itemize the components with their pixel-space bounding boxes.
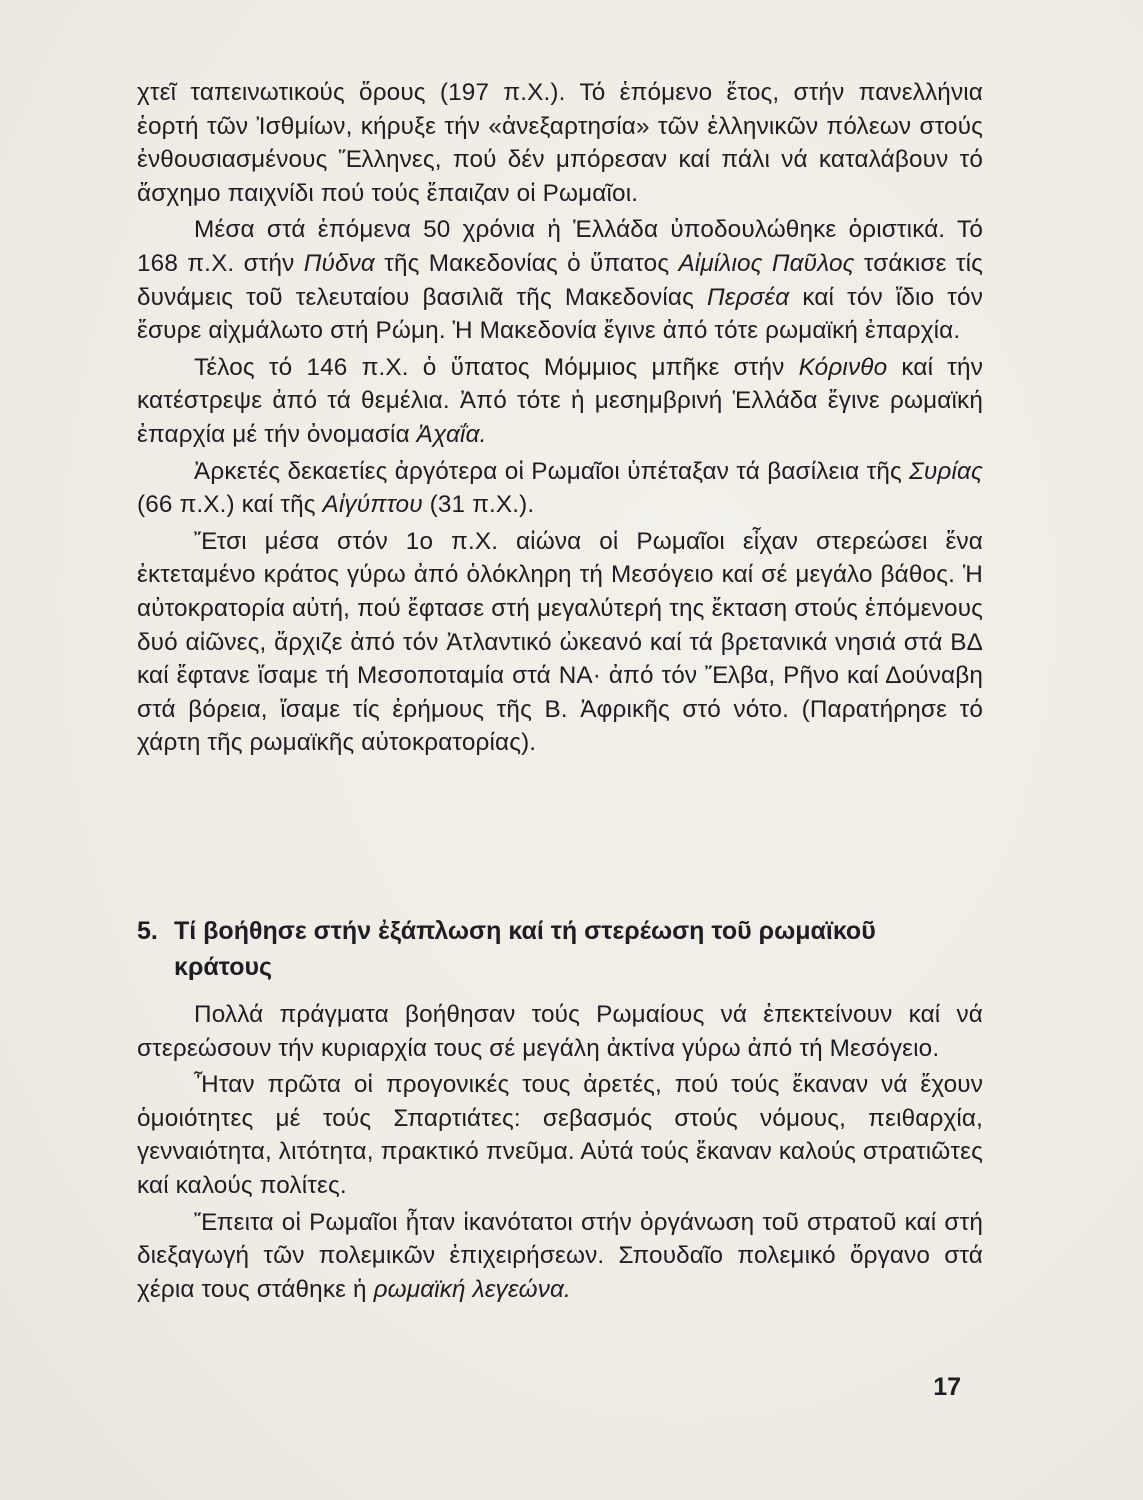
- paragraph-army: [137, 1206, 983, 1307]
- place-name-korinthos: Κόρινθο: [798, 353, 888, 381]
- paragraph-corinth: [137, 351, 983, 452]
- text-run: Μέσα στά ἑπόμενα 50 χρόνια ἡ Ἑλλάδα ὑποδουλώθηκε ὁριστικά. Τό 168 π.Χ. στήν: [137, 216, 983, 277]
- text-run: (66 π.Χ.) καί τῆς: [137, 491, 323, 519]
- text-run: Ἀρκετές δεκαετίες ἀργότερα οἱ Ρωμαῖοι ὑπέταξαν τά βασίλεια τῆς: [194, 457, 910, 485]
- paragraph-empire-extent: [137, 525, 983, 760]
- body-text-lower: [137, 998, 983, 1309]
- paragraph-virtues: [137, 1068, 983, 1202]
- paragraph-text: Ἔτσι μέσα στόν 1ο π.Χ. αἰώνα οἱ Ρωμαῖοι εἶχαν στερεώσει ἕνα ἐκτεταμένο κράτος γύρω ἀπό ὁλόκληρη τή Μεσόγειο καί σέ μεγάλο βάθος. Ἡ αὐτοκρατορία αὐτή, πού ἔφτασε στή μεγαλύτερή της ἔκταση στούς ἑπόμενους δυό αἰῶνες, ἄρχιζε ἀπό τόν Ἀτλαντικό ὠκεανό καί τά βρετανικά νησιά στά ΒΔ καί ἔφτανε ἴσαμε τή Μεσοποταμία στά ΝΑ· ἀπό τόν Ἔλβα, Ρῆνο καί Δούναβη στά βόρεια, ἴσαμε τίς ἐρήμους τῆς Β. Ἀφρικῆς στό νότο. (Παρατήρησε τό χάρτη τῆς ρωμαϊκῆς αὐτοκρατορίας).: [137, 527, 983, 757]
- person-name-persea: Περσέα: [706, 283, 790, 311]
- paragraph-text: Πολλά πράγματα βοήθησαν τούς Ρωμαίους νά ἐπεκτείνουν καί νά στερεώσουν τήν κυριαρχία τους σέ μεγάλη ἀκτίνα γύρω ἀπό τή Μεσόγειο.: [137, 1001, 983, 1062]
- paragraph-text: χτεῖ ταπεινωτικούς ὅρους (197 π.Χ.). Τό ἑπόμενο ἔτος, στήν πανελλήνια ἑορτή τῶν Ἰσθμίων, κήρυξε τήν «ἀνεξαρτησία» τῶν ἑλληνικῶν πόλεων στούς ἐνθουσιασμένους Ἕλληνες, πού δέν μπόρεσαν καί πάλι νά καταλάβουν τό ἄσχημο παιχνίδι πού τούς ἔπαιζαν οἱ Ρωμαῖοι.: [137, 79, 983, 207]
- paragraph-flamininus: [137, 76, 983, 210]
- place-name-achaia: Ἀχαΐα.: [416, 420, 487, 448]
- term-roman-legion: ρωμαϊκή λεγεώνα.: [373, 1275, 571, 1303]
- paragraph-syria-egypt: [137, 455, 983, 522]
- section-heading: [137, 913, 983, 985]
- paragraph-text: Ἦταν πρῶτα οἱ προγονικές τους ἀρετές, πού τούς ἔκαναν νά ἔχουν ὁμοιότητες μέ τούς Σπαρτιάτες: σεβασμός στούς νόμους, πειθαρχία, γενναιότητα, λιτότητα, πρακτικό πνεῦμα. Αὐτά τούς ἔκαναν καλούς στρατιῶτες καί καλούς πολίτες.: [137, 1071, 983, 1199]
- text-run: καί τήν κατέστρεψε ἀπό τά θεμέλια. Ἀπό τότε ἡ μεσημβρινή Ἑλλάδα ἔγινε ρωμαϊκή ἐπαρχία μέ τήν ὀνομασία: [137, 353, 983, 448]
- text-run: τῆς Μακεδονίας ὁ ὕπατος: [374, 249, 679, 277]
- body-text-upper: [137, 76, 983, 763]
- page-number: 17: [933, 1373, 961, 1401]
- paragraph-many-things: [137, 998, 983, 1065]
- text-run: τσάκισε τίς δυνάμεις τοῦ τελευταίου βασιλιᾶ τῆς Μακεδονίας: [137, 249, 983, 311]
- place-name-aigyptos: Αἰγύπτου: [322, 491, 423, 519]
- section-title-line-1: Τί βοήθησε στήν ἐξάπλωση καί τή στερέωση τοῦ ρωμαϊκοῦ: [174, 917, 876, 945]
- text-run: (31 π.Χ.).: [422, 491, 535, 519]
- section-number: 5.: [137, 917, 158, 945]
- text-run: καί τόν ἴδιο τόν ἔσυρε αἰχμάλωτο στή Ρώμη. Ἡ Μακεδονία ἔγινε ἀπό τότε ρωμαϊκή ἐπαρχία.: [137, 283, 984, 345]
- paragraph-pydna: [137, 213, 983, 347]
- place-name-pydna: Πύδνα: [303, 249, 375, 277]
- person-name-aimilios-pavlos: Αἰμίλιος Παῦλος: [678, 249, 855, 277]
- section-title-line-2: κράτους: [174, 953, 273, 981]
- place-name-syria: Συρίας: [909, 457, 983, 485]
- text-run: Ἔπειτα οἱ Ρωμαῖοι ἦταν ἱκανότατοι στήν ὀργάνωση τοῦ στρατοῦ καί στή διεξαγωγή τῶν πολεμικῶν ἐπιχειρήσεων. Σπουδαῖο πολεμικό ὄργανο στά χέρια τους στάθηκε ἡ: [137, 1208, 983, 1303]
- text-run: Τέλος τό 146 π.Χ. ὁ ὕπατος Μόμμιος μπῆκε στήν: [194, 353, 799, 381]
